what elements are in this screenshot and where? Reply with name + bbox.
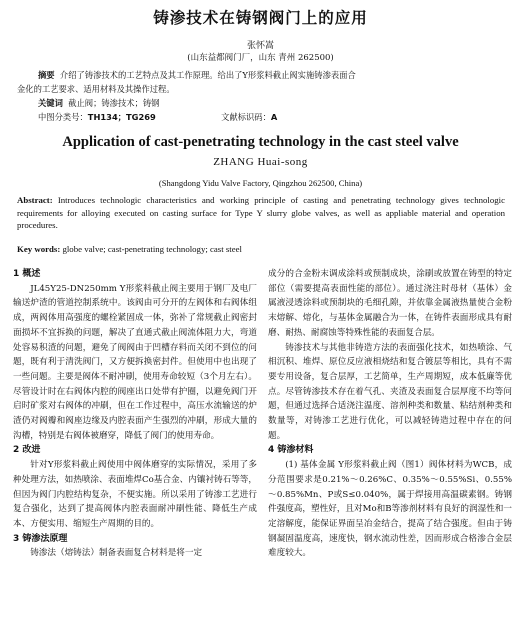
abstract-cn-line2: 金化的工艺要求、适用材料及其操作过程。	[17, 84, 175, 94]
section-1-paragraph: JL45Y25-DN250mm Y形浆料截止阀主要用于钢厂及电厂输送炉渣的管道控制系统中。该阀由可分开的左阀体和右阀体组成，两阀体用高强度的螺栓紧固成一体，弥补了常规截止阀密封面损坏不宜拆换的问题，解决了直通式截止阀流体阻力大，弯道处容易积渣的问题，避免了阀阀由于凹槽存料而关闭不到位的问题，既有利于清洗阀门，又方便拆换密封件。但使用中也出现了一些问题。主要是阀体不耐冲刷，使用寿命较短（3个月左右）。尽管设计时在右阀体内腔的阀座出口处带有护圈，以避免阀门开启时矿浆对右阀体的冲刷，但在工作过程中，高压水流输送的炉渣仍对阀瓣和阀座边缘及内腔表面产生强烈的冲刷，形成大量的沟槽，特别是右阀体被磨穿，降低了阀门的使用寿命。	[13, 283, 257, 441]
left-column	[13, 267, 257, 561]
abstract-cn-label: 摘要	[38, 70, 55, 80]
abstract-en-text: Introduces technologic characteristics and working principle of casting and penetrating technology gives technologic requirements for alloying executed on casting surface for Type Y slurry globe valves, as well as appliable material and operation procedures.	[17, 195, 505, 231]
section-3-continued: 成分的合金粉末调成涂料或预制成块，涂刷或放置在铸型的特定部位（需要提高表面性能的部位）。通过浇注时母材（基体）金属液浸透涂料或预制块的毛细孔隙，并依靠金属液热量使合金粉末熔解、熔化，与基体金属融合为一体，在铸件表面形成具有耐磨、耐热、耐腐蚀等特殊性能的表面复合层。	[268, 269, 512, 338]
abstract-en	[17, 194, 505, 232]
section-heading-3: 3 铸渗法原理	[13, 533, 68, 544]
section-heading-1: 1 概述	[13, 269, 41, 279]
abstract-cn-line1: 介绍了铸渗技术的工艺特点及其工作原理。给出了Y形浆料截止阀实施铸渗表面合	[59, 70, 356, 80]
keywords-en-text: globe valve; cast-penetrating technology; cast steel	[62, 244, 242, 254]
keywords-en-label: Key words:	[17, 244, 61, 254]
keywords-cn	[38, 97, 159, 109]
abstract-en-label: Abstract:	[17, 195, 53, 205]
section-4-paragraph: (1) 基体金属 Y形浆料截止阀（图1）阀体材料为WCB，成分范围要求是0.21%～0.26%C、0.35%～0.55%Si、0.55%～0.85%Mn、P或S≤0.040%，属于焊接用高温碳素钢。铸钢件强度高，塑性好，且对Mo和B等渗剂材料有良好的润湿性和一定溶解度，能保证界面呈冶金结合，提高了结合强度。但由于铸钢凝固温度高，速度快，钢水流动性差，因而形成合格渗合金层难度较大。	[268, 460, 512, 559]
author-cn: 张怀嵩	[246, 41, 274, 51]
paper-title-cn: 铸渗技术在铸钢阀门上的应用	[153, 9, 368, 27]
keywords-en	[17, 244, 505, 254]
keywords-cn-label: 关键词	[38, 98, 63, 108]
paper-title-en: Application of cast-penetrating technology in the cast steel valve	[62, 134, 459, 150]
section-heading-4: 4 铸渗材料	[268, 445, 314, 456]
right-column	[268, 267, 512, 561]
affiliation-cn: (山东益都阀门厂，山东 青州 262500)	[187, 53, 334, 63]
abstract-cn	[17, 68, 503, 96]
doccode-label: 文献标识码：	[221, 112, 271, 122]
keywords-cn-text: 截止阀；铸渗技术；铸钢	[68, 98, 160, 108]
section-3-paragraph-2: 铸渗技术与其他非铸造方法的表面强化技术，如热喷涂、气相沉积、堆焊、原位反应液相烧结和复合镀层等相比，具有不需要专用设备，复合层厚，工艺简单，生产周期短，成本低廉等优点。尽管铸渗技术存在着气孔、夹渣及表面复合层厚度不均等问题，但通过选择合适浇注温度、溶剂种类和数量、粘结剂种类和数量等，对铸渗工艺进行优化，可以减轻铸造过程中存在的问题。	[268, 342, 512, 441]
classification-line	[38, 111, 498, 123]
author-en: ZHANG Huai-song	[213, 156, 308, 168]
section-3-paragraph: 铸渗法（熔铸法）制备表面复合材料是将一定	[30, 548, 203, 559]
section-heading-2: 2 改进	[13, 445, 41, 456]
affiliation-en: (Shangdong Yidu Valve Factory, Qingzhou 262500, China)	[158, 178, 363, 188]
clc-label: 中图分类号：	[38, 112, 88, 122]
clc-value: TH134；TG269	[87, 112, 156, 122]
section-2-paragraph: 针对Y形浆料截止阀使用中阀体磨穿的实际情况，采用了多种处理方法，如热喷涂、表面堆焊Co基合金、内镶衬铸石等等，但因为阀门内腔结构复杂，不便实施。所以采用了铸渗工艺进行复合强化，达到了提高阀体内腔表面耐冲刷性能、降低生产成本、方便实用、缩短生产周期的目的。	[13, 460, 257, 529]
doccode-value: A	[270, 112, 278, 122]
